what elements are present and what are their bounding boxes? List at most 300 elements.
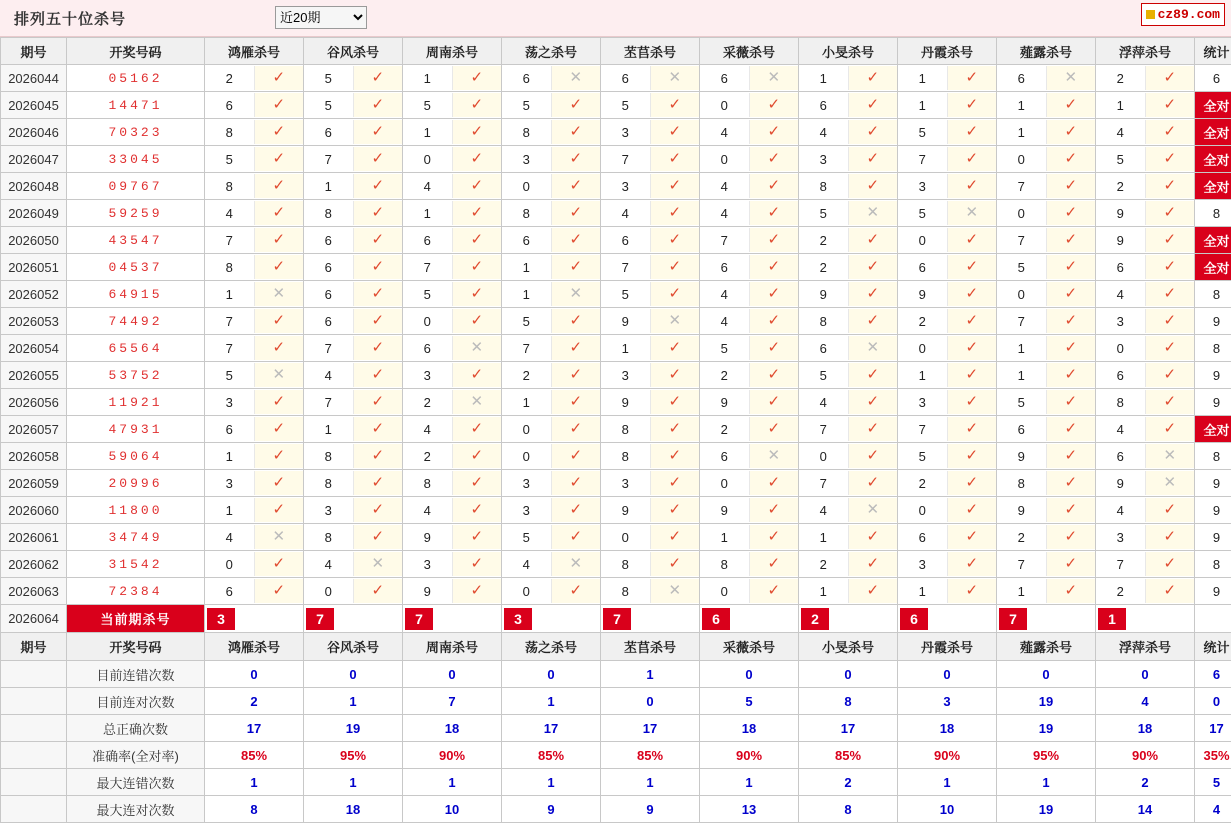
kill-number: 1 [1017, 97, 1025, 113]
check-icon: ✓ [452, 147, 502, 171]
cell-open-number: 11800 [67, 497, 205, 524]
summary-value-9: 19 [997, 688, 1096, 715]
kill-number: 1 [423, 124, 431, 140]
kill-number: 5 [918, 205, 926, 221]
check-icon: ✓ [650, 363, 700, 387]
kill-number: 2 [1116, 583, 1124, 599]
check-icon: ✓ [1145, 282, 1195, 306]
summary-row-label: 准确率(全对率) [67, 742, 205, 769]
cell-kill-8 [898, 200, 997, 227]
kill-number: 1 [225, 502, 233, 518]
kill-number: 7 [225, 313, 233, 329]
check-icon: ✓ [254, 174, 304, 198]
check-icon: ✓ [353, 282, 403, 306]
cell-kill-4 [502, 146, 601, 173]
summary-value-7: 85% [799, 742, 898, 769]
status-badge-full: 全对 [1195, 227, 1231, 254]
cross-icon: ✕ [749, 66, 799, 90]
cell-kill-4 [502, 443, 601, 470]
check-icon: ✓ [254, 471, 304, 495]
kill-number: 4 [423, 502, 431, 518]
status-badge-full: 全对 [1195, 254, 1231, 281]
summary-row-spacer [1, 769, 67, 796]
summary-value-9: 1 [997, 769, 1096, 796]
table-row [1, 227, 1231, 254]
kill-number: 9 [423, 583, 431, 599]
cell-kill-5 [601, 470, 700, 497]
summary-value-4: 1 [502, 688, 601, 715]
cell-open-number: 59064 [67, 443, 205, 470]
cell-kill-10 [1096, 416, 1195, 443]
kill-number: 6 [918, 259, 926, 275]
kill-number: 9 [1017, 448, 1025, 464]
cell-kill-9 [997, 524, 1096, 551]
cell-kill-3 [403, 524, 502, 551]
check-icon: ✓ [650, 228, 700, 252]
cell-kill-9 [997, 254, 1096, 281]
check-icon: ✓ [650, 120, 700, 144]
kill-number: 4 [1116, 286, 1124, 302]
cell-kill-8 [898, 362, 997, 389]
cross-icon: ✕ [650, 309, 700, 333]
col-header-kill-9: 薤露杀号 [997, 38, 1096, 65]
summary-row-spacer [1, 796, 67, 823]
summary-col-header-kill-4: 荡之杀号 [502, 633, 601, 661]
cell-kill-9 [997, 281, 1096, 308]
kill-number: 2 [819, 232, 827, 248]
cell-kill-5 [601, 119, 700, 146]
kill-number: 0 [522, 178, 530, 194]
check-icon: ✓ [749, 363, 799, 387]
kill-number: 4 [720, 205, 728, 221]
check-icon: ✓ [1046, 390, 1096, 414]
kill-number: 9 [1116, 205, 1124, 221]
check-icon: ✓ [947, 498, 997, 522]
kill-number: 4 [819, 124, 827, 140]
check-icon: ✓ [551, 444, 601, 468]
cell-current-kill-8 [898, 605, 997, 633]
cell-kill-10 [1096, 497, 1195, 524]
kill-number: 8 [621, 583, 629, 599]
check-icon: ✓ [749, 228, 799, 252]
check-icon: ✓ [947, 93, 997, 117]
table-row [1, 119, 1231, 146]
cell-kill-2 [304, 551, 403, 578]
cell-period: 2026051 [1, 254, 67, 281]
kill-number: 2 [918, 475, 926, 491]
kill-number: 2 [720, 367, 728, 383]
summary-total: 6 [1195, 661, 1231, 688]
cell-kill-1 [205, 254, 304, 281]
kill-number: 3 [1116, 313, 1124, 329]
kill-number: 5 [1017, 394, 1025, 410]
check-icon: ✓ [650, 174, 700, 198]
cross-icon: ✕ [947, 201, 997, 225]
cell-kill-6 [700, 65, 799, 92]
summary-value-4: 0 [502, 661, 601, 688]
kill-number: 1 [819, 529, 827, 545]
cell-kill-1 [205, 524, 304, 551]
summary-value-2: 19 [304, 715, 403, 742]
summary-value-1: 1 [205, 769, 304, 796]
check-icon: ✓ [1145, 255, 1195, 279]
check-icon: ✓ [452, 309, 502, 333]
cell-kill-4 [502, 65, 601, 92]
cell-kill-2 [304, 524, 403, 551]
check-icon: ✓ [749, 147, 799, 171]
summary-header-row [1, 633, 1231, 661]
summary-value-10: 4 [1096, 688, 1195, 715]
cell-kill-1 [205, 65, 304, 92]
check-icon: ✓ [947, 471, 997, 495]
check-icon: ✓ [1046, 471, 1096, 495]
check-icon: ✓ [452, 201, 502, 225]
kill-number: 9 [1017, 502, 1025, 518]
check-icon: ✓ [749, 336, 799, 360]
check-icon: ✓ [947, 552, 997, 576]
kill-number: 5 [423, 97, 431, 113]
kill-number: 1 [819, 70, 827, 86]
cell-kill-5 [601, 308, 700, 335]
cell-kill-4 [502, 362, 601, 389]
cell-kill-1 [205, 92, 304, 119]
kill-number: 1 [423, 205, 431, 221]
cell-kill-5 [601, 65, 700, 92]
kill-number: 5 [324, 97, 332, 113]
cell-kill-7 [799, 227, 898, 254]
check-icon: ✓ [1145, 390, 1195, 414]
summary-value-2: 95% [304, 742, 403, 769]
kill-number: 2 [1116, 70, 1124, 86]
cell-kill-3 [403, 146, 502, 173]
kill-number: 3 [918, 556, 926, 572]
summary-value-5: 17 [601, 715, 700, 742]
summary-value-6: 5 [700, 688, 799, 715]
cell-kill-10 [1096, 173, 1195, 200]
summary-value-3: 1 [403, 769, 502, 796]
kill-number: 9 [621, 394, 629, 410]
summary-value-8: 18 [898, 715, 997, 742]
check-icon: ✓ [848, 579, 898, 603]
kill-number: 4 [423, 178, 431, 194]
kill-number: 2 [522, 367, 530, 383]
cell-kill-4 [502, 200, 601, 227]
summary-value-9: 0 [997, 661, 1096, 688]
summary-col-header-kill-3: 周南杀号 [403, 633, 502, 661]
check-icon: ✓ [1046, 309, 1096, 333]
kill-number: 4 [720, 124, 728, 140]
cell-kill-4 [502, 524, 601, 551]
check-icon: ✓ [551, 201, 601, 225]
summary-value-3: 0 [403, 661, 502, 688]
kill-number: 5 [918, 124, 926, 140]
summary-row [1, 742, 1231, 769]
table-row [1, 416, 1231, 443]
check-icon: ✓ [650, 282, 700, 306]
check-icon: ✓ [947, 174, 997, 198]
check-icon: ✓ [1145, 66, 1195, 90]
kill-number: 8 [1116, 394, 1124, 410]
col-header-kill-2: 谷风杀号 [304, 38, 403, 65]
current-kill-number: 3 [504, 608, 532, 630]
check-icon: ✓ [1145, 579, 1195, 603]
cell-kill-5 [601, 281, 700, 308]
cell-kill-8 [898, 416, 997, 443]
kill-number: 4 [819, 502, 827, 518]
cell-kill-8 [898, 254, 997, 281]
check-icon: ✓ [353, 336, 403, 360]
current-kill-number: 6 [702, 608, 730, 630]
cell-kill-10 [1096, 362, 1195, 389]
cell-stat: 8 [1195, 281, 1231, 308]
cell-kill-9 [997, 173, 1096, 200]
kill-number: 6 [225, 421, 233, 437]
kill-number: 8 [324, 475, 332, 491]
kill-number: 3 [918, 178, 926, 194]
cell-kill-5 [601, 335, 700, 362]
kill-number: 2 [1116, 178, 1124, 194]
cell-kill-10 [1096, 389, 1195, 416]
kill-number: 0 [621, 529, 629, 545]
check-icon: ✓ [452, 444, 502, 468]
cell-kill-7 [799, 362, 898, 389]
cell-kill-9 [997, 227, 1096, 254]
cell-kill-3 [403, 551, 502, 578]
cell-kill-3 [403, 227, 502, 254]
kill-number: 6 [918, 529, 926, 545]
kill-number: 8 [819, 178, 827, 194]
cell-kill-4 [502, 281, 601, 308]
kill-number: 0 [522, 448, 530, 464]
cell-kill-10 [1096, 308, 1195, 335]
kill-number: 6 [324, 259, 332, 275]
summary-value-5: 1 [601, 661, 700, 688]
cell-period: 2026053 [1, 308, 67, 335]
kill-number: 4 [720, 178, 728, 194]
check-icon: ✓ [947, 336, 997, 360]
cross-icon: ✕ [1145, 471, 1195, 495]
kill-number: 4 [522, 556, 530, 572]
kill-number: 9 [918, 286, 926, 302]
cell-kill-6 [700, 335, 799, 362]
cell-open-number: 72384 [67, 578, 205, 605]
kill-number: 0 [918, 232, 926, 248]
summary-total: 0 [1195, 688, 1231, 715]
cell-kill-3 [403, 119, 502, 146]
check-icon: ✓ [749, 174, 799, 198]
check-icon: ✓ [254, 579, 304, 603]
cell-kill-8 [898, 65, 997, 92]
cross-icon: ✕ [650, 579, 700, 603]
kill-number: 4 [225, 529, 233, 545]
summary-value-2: 0 [304, 661, 403, 688]
cell-kill-2 [304, 470, 403, 497]
summary-row-spacer [1, 715, 67, 742]
kill-number: 0 [423, 151, 431, 167]
summary-value-5: 85% [601, 742, 700, 769]
check-icon: ✓ [452, 363, 502, 387]
summary-value-1: 85% [205, 742, 304, 769]
summary-col-header-kill-1: 鸿雁杀号 [205, 633, 304, 661]
summary-col-header-kill-9: 薤露杀号 [997, 633, 1096, 661]
kill-number: 5 [621, 286, 629, 302]
table-row [1, 497, 1231, 524]
summary-row [1, 769, 1231, 796]
cell-kill-3 [403, 389, 502, 416]
summary-value-2: 18 [304, 796, 403, 823]
check-icon: ✓ [551, 93, 601, 117]
summary-row-label: 总正确次数 [67, 715, 205, 742]
kill-number: 6 [621, 232, 629, 248]
cell-kill-3 [403, 200, 502, 227]
check-icon: ✓ [1046, 228, 1096, 252]
check-icon: ✓ [254, 444, 304, 468]
cross-icon: ✕ [254, 525, 304, 549]
check-icon: ✓ [1046, 147, 1096, 171]
cell-kill-7 [799, 173, 898, 200]
cell-kill-5 [601, 146, 700, 173]
cell-kill-4 [502, 92, 601, 119]
period-range-select[interactable] [275, 6, 367, 29]
kill-number: 6 [522, 232, 530, 248]
cell-stat: 9 [1195, 389, 1231, 416]
check-icon: ✓ [947, 282, 997, 306]
kill-number: 3 [621, 178, 629, 194]
summary-row [1, 661, 1231, 688]
check-icon: ✓ [749, 417, 799, 441]
cell-kill-2 [304, 119, 403, 146]
cell-kill-2 [304, 389, 403, 416]
cross-icon: ✕ [452, 390, 502, 414]
kill-number: 6 [621, 70, 629, 86]
cell-kill-5 [601, 497, 700, 524]
page-title: 排列五十位杀号 [14, 10, 127, 28]
cell-kill-9 [997, 578, 1096, 605]
kill-number: 2 [819, 259, 827, 275]
cell-kill-7 [799, 65, 898, 92]
check-icon: ✓ [254, 120, 304, 144]
cross-icon: ✕ [1046, 66, 1096, 90]
cell-open-number: 20996 [67, 470, 205, 497]
cell-kill-6 [700, 227, 799, 254]
cell-kill-9 [997, 119, 1096, 146]
cell-kill-6 [700, 524, 799, 551]
kill-number: 3 [522, 151, 530, 167]
cell-stat: 9 [1195, 578, 1231, 605]
kill-number: 1 [819, 583, 827, 599]
col-header-kill-10: 浮萍杀号 [1096, 38, 1195, 65]
summary-col-header-kill-5: 苤苢杀号 [601, 633, 700, 661]
kill-number: 9 [423, 529, 431, 545]
kill-number: 0 [324, 583, 332, 599]
check-icon: ✓ [650, 444, 700, 468]
kill-number: 6 [819, 97, 827, 113]
current-kill-number: 7 [405, 608, 433, 630]
kill-number: 8 [522, 124, 530, 140]
cell-kill-2 [304, 443, 403, 470]
kill-number: 1 [918, 97, 926, 113]
summary-value-7: 17 [799, 715, 898, 742]
kill-number: 5 [522, 529, 530, 545]
kill-number: 5 [621, 97, 629, 113]
cell-kill-6 [700, 470, 799, 497]
check-icon: ✓ [1046, 525, 1096, 549]
check-icon: ✓ [1046, 444, 1096, 468]
kill-number: 1 [324, 178, 332, 194]
summary-value-1: 0 [205, 661, 304, 688]
kill-number: 2 [720, 421, 728, 437]
check-icon: ✓ [650, 390, 700, 414]
cell-open-number: 04537 [67, 254, 205, 281]
check-icon: ✓ [551, 417, 601, 441]
check-icon: ✓ [749, 201, 799, 225]
kill-number: 1 [225, 286, 233, 302]
check-icon: ✓ [848, 174, 898, 198]
cell-period: 2026060 [1, 497, 67, 524]
cell-kill-7 [799, 146, 898, 173]
check-icon: ✓ [848, 417, 898, 441]
summary-row [1, 715, 1231, 742]
check-icon: ✓ [1046, 174, 1096, 198]
col-header-kill-5: 苤苢杀号 [601, 38, 700, 65]
kill-number: 1 [522, 259, 530, 275]
cell-kill-1 [205, 173, 304, 200]
cell-period: 2026047 [1, 146, 67, 173]
kill-number: 0 [918, 340, 926, 356]
check-icon: ✓ [551, 147, 601, 171]
kill-number: 8 [324, 205, 332, 221]
summary-col-header-period: 期号 [1, 633, 67, 661]
cell-stat: 8 [1195, 335, 1231, 362]
check-icon: ✓ [551, 255, 601, 279]
check-icon: ✓ [848, 120, 898, 144]
current-kill-number: 6 [900, 608, 928, 630]
check-icon: ✓ [1145, 120, 1195, 144]
kill-number: 5 [720, 340, 728, 356]
check-icon: ✓ [650, 147, 700, 171]
cell-stat: 8 [1195, 551, 1231, 578]
cell-kill-2 [304, 146, 403, 173]
cell-kill-1 [205, 281, 304, 308]
check-icon: ✓ [452, 498, 502, 522]
check-icon: ✓ [551, 336, 601, 360]
cell-kill-4 [502, 578, 601, 605]
summary-row-label: 最大连错次数 [67, 769, 205, 796]
cell-period: 2026059 [1, 470, 67, 497]
cell-kill-6 [700, 443, 799, 470]
summary-value-6: 90% [700, 742, 799, 769]
cell-kill-2 [304, 173, 403, 200]
check-icon: ✓ [452, 255, 502, 279]
check-icon: ✓ [749, 255, 799, 279]
cell-kill-2 [304, 497, 403, 524]
check-icon: ✓ [452, 120, 502, 144]
cell-kill-5 [601, 551, 700, 578]
cell-open-number: 33045 [67, 146, 205, 173]
summary-row [1, 796, 1231, 823]
cell-period: 2026048 [1, 173, 67, 200]
check-icon: ✓ [1046, 255, 1096, 279]
check-icon: ✓ [254, 498, 304, 522]
kill-number: 5 [819, 367, 827, 383]
current-kill-number: 7 [603, 608, 631, 630]
check-icon: ✓ [749, 309, 799, 333]
check-icon: ✓ [947, 390, 997, 414]
cell-kill-7 [799, 416, 898, 443]
kill-number: 4 [324, 556, 332, 572]
cell-kill-4 [502, 308, 601, 335]
cell-kill-2 [304, 200, 403, 227]
